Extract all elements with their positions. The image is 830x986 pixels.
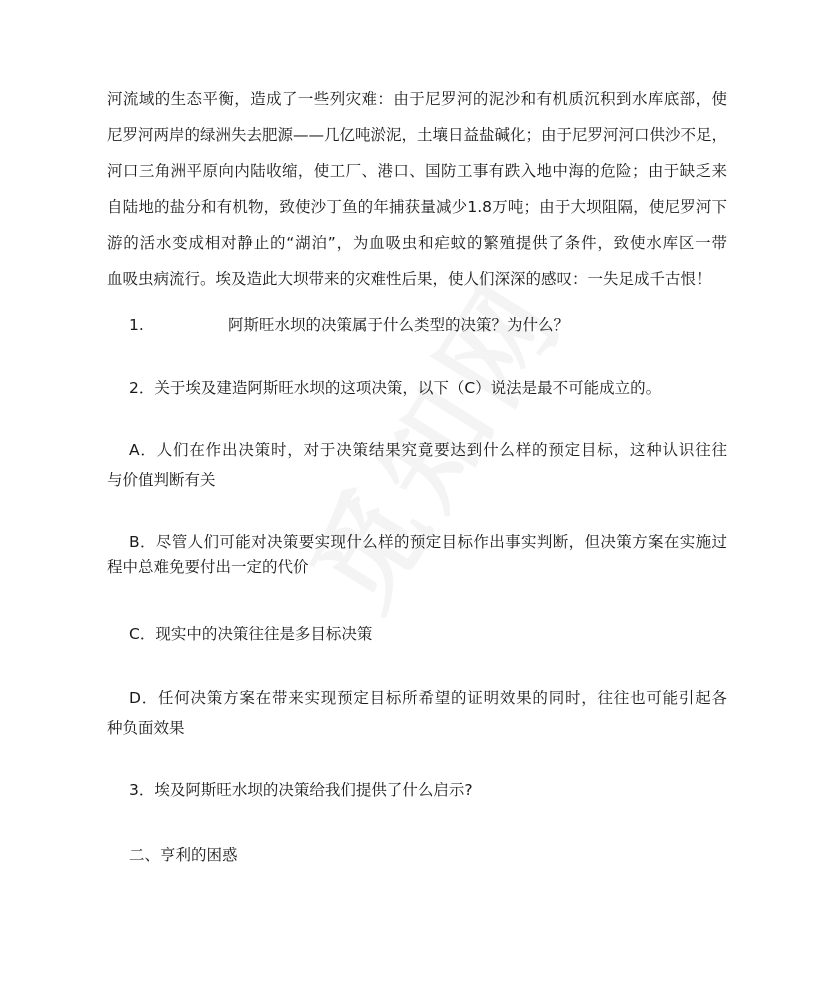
question-number: 1. bbox=[129, 316, 144, 334]
question-text: 阿斯旺水坝的决策属于什么类型的决策？为什么？ bbox=[228, 316, 570, 334]
text-line: B．尽管人们可能对决策要实现什么样的预定目标作出事实判断，但决策方案在实施过 bbox=[129, 533, 727, 551]
text-line: 河口三角洲平原向内陆收缩，使工厂、港口、国防工事有跌入地中海的危险；由于缺乏来 bbox=[107, 162, 727, 180]
text-line: 种负面效果 bbox=[107, 719, 185, 737]
text-line: D．任何决策方案在带来实现预定目标所希望的证明效果的同时，往往也可能引起各 bbox=[129, 689, 727, 707]
option-c: C．现实中的决策往往是多目标决策 bbox=[129, 625, 373, 643]
text-line: 程中总难免要付出一定的代价 bbox=[107, 558, 309, 576]
question-3: 3．埃及阿斯旺水坝的决策给我们提供了什么启示? bbox=[129, 781, 473, 799]
section-heading: 二、亨利的困惑 bbox=[129, 846, 238, 864]
text-line: 游的活水变成相对静止的“湖泊”，为血吸虫和疟蚊的繁殖提供了条件，致使水库区一带 bbox=[107, 234, 727, 252]
text-line: 尼罗河两岸的绿洲失去肥源——几亿吨淤泥，土壤日益盐碱化；由于尼罗河河口供沙不足， bbox=[107, 126, 728, 144]
text-line: 自陆地的盐分和有机物，致使沙丁鱼的年捕获量减少1.8万吨；由于大坝阻隔，使尼罗河下 bbox=[107, 198, 727, 216]
text-line: 与价值判断有关 bbox=[107, 471, 216, 489]
question-2: 2．关于埃及建造阿斯旺水坝的这项决策，以下（C）说法是最不可能成立的。 bbox=[129, 379, 662, 397]
text-line: 血吸虫病流行。埃及造此大坝带来的灾难性后果，使人们深深的感叹：一失足成千古恨！ bbox=[107, 270, 712, 288]
text-line: A．人们在作出决策时，对于决策结果究竟要达到什么样的预定目标，这种认识往往 bbox=[129, 441, 727, 459]
text-line: 河流域的生态平衡，造成了一些列灾难：由于尼罗河的泥沙和有机质沉积到水库底部，使 bbox=[107, 90, 727, 108]
